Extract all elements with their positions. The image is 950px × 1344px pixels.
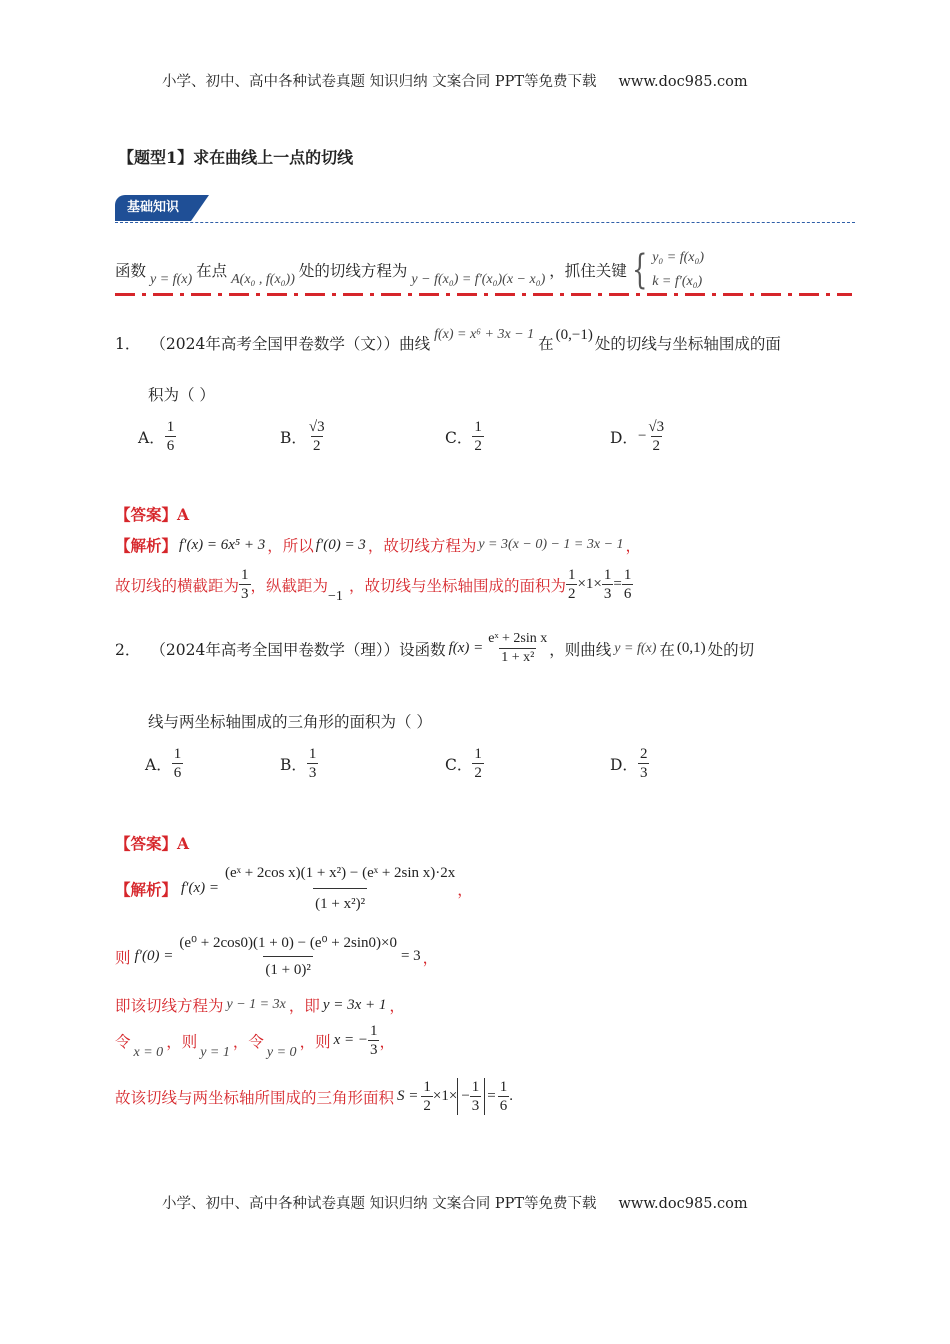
q2-solution-line5 <box>115 1078 513 1115</box>
q1-line1 <box>115 326 781 354</box>
q2-t-b: ，即 <box>288 997 320 1015</box>
q2-z-pre: 则 <box>115 948 131 967</box>
q2-solution-line4 <box>115 1022 395 1059</box>
frac-den: 6 <box>166 438 175 454</box>
frac-den: 2 <box>652 438 661 454</box>
q2-a-s: S = <box>397 1088 419 1104</box>
q2-f-lhs: f(x) = <box>448 640 484 656</box>
q1-area-eq: = <box>613 576 622 592</box>
q2-z-tail: ， <box>422 948 439 967</box>
frac-num: 1 <box>603 567 612 583</box>
q2-l-f2: y = 1 <box>200 1044 230 1060</box>
k-text3: 处的切线方程为 <box>298 262 408 280</box>
q2-z-num: (e⁰ + 2cos0)(1 + 0) − (e⁰ + 2sin0)×0 <box>179 935 397 951</box>
q2-l-f3: y = 0 <box>266 1044 297 1060</box>
q2-text4: 处的切 <box>707 640 755 659</box>
q2-l-b: ，则 <box>166 1032 198 1051</box>
k-key2: k = f′(x₀) <box>652 274 703 289</box>
k-text2: 在点 <box>196 262 228 280</box>
q1-options <box>138 418 666 455</box>
q1-option-d[interactable] <box>610 418 666 455</box>
option-label: B． <box>280 428 307 447</box>
q2-f2: y = f(x) <box>614 640 657 656</box>
q2-a-times: ×1× <box>432 1088 458 1104</box>
q1-answer: 【答案】A <box>115 505 190 524</box>
q1-r2a: 故切线的横截距为 <box>115 576 240 595</box>
frac-den: 2 <box>474 438 482 454</box>
q2-a-text: 故该切线与两坐标轴所围成的三角形面积 <box>115 1088 395 1107</box>
frac-den: 3 <box>603 586 612 602</box>
q2-d-num: (eˣ + 2cos x)(1 + x²) − (eˣ + 2sin x)·2x <box>224 865 456 881</box>
q2-a-end: . <box>509 1088 513 1104</box>
option-label: A． <box>138 428 165 447</box>
page-header <box>162 70 748 91</box>
q2-t-c: ， <box>389 997 405 1015</box>
frac-den: 6 <box>623 586 632 602</box>
q2-solution-line3 <box>115 994 405 1016</box>
q2-l-e: ， <box>379 1032 395 1051</box>
frac-num: 2 <box>639 746 648 762</box>
q2-a-sign: − <box>461 1088 470 1104</box>
k-formula1: y = f(x) <box>150 272 193 287</box>
q1-number: 1． <box>115 335 141 353</box>
frac-num: 1 <box>166 419 175 435</box>
frac-den: 2 <box>313 438 321 454</box>
q2-a-eq: = <box>487 1088 496 1104</box>
q2-text2: ，则曲线 <box>549 640 612 659</box>
frac-num: √3 <box>648 419 665 435</box>
knowledge-row <box>115 246 704 294</box>
q2-line1 <box>115 630 754 667</box>
q1-point: (0,−1) <box>555 326 593 343</box>
q2-solution-label: 【解析】 <box>115 879 178 899</box>
option-label: B． <box>280 755 307 774</box>
q1-solution-line1 <box>115 534 641 556</box>
option-label: C． <box>445 755 473 774</box>
q2-l-f1: x = 0 <box>133 1044 164 1060</box>
frac-den: 3 <box>639 765 648 781</box>
q2-line2: 线与两坐标轴围成的三角形的面积为（ ） <box>148 713 432 731</box>
footer-url[interactable]: www.doc985.com <box>618 1196 748 1212</box>
q2-text1: （2024年高考全国甲卷数学（理））设函数 <box>150 640 446 659</box>
k-key1: y₀ = f(x₀) <box>652 250 705 265</box>
frac-num: 1 <box>499 1079 508 1095</box>
q1-option-a[interactable] <box>138 418 280 455</box>
q1-text3: 处的切线与坐标轴围成的面 <box>594 335 781 353</box>
q1-intercept: −1 <box>328 588 343 604</box>
header-text: 小学、初中、高中各种试卷真题 知识归纳 文案合同 PPT等免费下载 <box>162 74 597 90</box>
q2-l-a: 令 <box>115 1032 131 1051</box>
badge-tail <box>191 195 209 221</box>
q2-d-den: (1 + x²)² <box>313 888 367 919</box>
q2-l-c: ，令 <box>232 1032 264 1051</box>
frac-den: 6 <box>499 1098 508 1114</box>
q2-options <box>145 745 649 782</box>
q2-l-f4: x = − <box>333 1032 368 1048</box>
q1-r2b: ，纵截距为 <box>250 576 329 595</box>
q2-d-tail: ， <box>457 880 473 899</box>
q1-solution-line2 <box>115 566 633 603</box>
option-label: A． <box>145 755 172 774</box>
q1-s2: ，所以 <box>267 537 314 555</box>
option-label: C． <box>445 428 473 447</box>
q2-f-den: 1 + x² <box>501 650 535 665</box>
frac-den: 3 <box>471 1098 480 1114</box>
k-key-brace <box>627 246 704 294</box>
q2-answer: 【答案】A <box>115 834 190 853</box>
q2-option-d[interactable] <box>610 745 649 782</box>
frac-num: 1 <box>474 419 482 435</box>
q1-solution-label: 【解析】 <box>115 536 178 555</box>
header-url[interactable]: www.doc985.com <box>618 74 748 90</box>
frac-num: 1 <box>308 746 317 762</box>
frac-den: 3 <box>369 1042 378 1058</box>
k-formula2: A(x₀ , f(x₀)) <box>231 272 295 287</box>
q1-option-c[interactable] <box>445 418 610 455</box>
knowledge-divider <box>115 222 855 223</box>
q1-s4: ，故切线方程为 <box>367 537 477 555</box>
q2-z-den: (1 + 0)² <box>263 956 312 983</box>
k-formula3: y − f(x₀) = f′(x₀)(x − x₀) <box>411 272 546 287</box>
q1-text1: （2024年高考全国甲卷数学（文））曲线 <box>150 335 431 353</box>
q1-line2: 积为（ ） <box>148 386 215 404</box>
red-divider <box>115 293 852 296</box>
frac-num: 1 <box>423 1079 431 1095</box>
q1-text2: 在 <box>538 335 554 353</box>
q1-r2c: ，故切线与坐标轴围成的面积为 <box>348 576 566 595</box>
q1-option-b[interactable] <box>280 418 445 455</box>
knowledge-badge <box>115 195 209 221</box>
badge-label: 基础知识 <box>115 195 191 221</box>
frac-num: 1 <box>623 567 632 583</box>
q2-number: 2． <box>115 640 141 659</box>
q2-t-f1: y − 1 = 3x <box>226 997 286 1012</box>
frac-num: √3 <box>308 419 325 435</box>
q1-tangent-eq: y = 3(x − 0) − 1 = 3x − 1 <box>478 537 624 552</box>
frac-den: 2 <box>567 586 576 602</box>
q2-f-num: eˣ + 2sin x <box>488 631 548 646</box>
k-text4: ，抓住关键 <box>549 262 627 280</box>
q2-abs-value <box>457 1078 485 1115</box>
q2-option-b[interactable] <box>280 745 445 782</box>
q1-function: f(x) = x⁶ + 3x − 1 <box>434 327 535 342</box>
q2-z-rhs: = 3 <box>400 948 421 964</box>
q2-z-lhs: f′(0) = <box>134 948 174 964</box>
frac-num: 1 <box>369 1023 378 1039</box>
q1-s6: ， <box>625 537 642 555</box>
q2-t-a: 即该切线方程为 <box>115 997 224 1015</box>
q2-point: (0,1) <box>676 640 706 656</box>
option-label: D． <box>610 755 638 774</box>
q1-derivative-at-0: f′(0) = 3 <box>315 536 366 553</box>
q2-solution-line2 <box>115 930 438 983</box>
q2-option-c[interactable] <box>445 745 610 782</box>
brace-icon: { <box>631 247 648 293</box>
frac-den: 2 <box>423 1098 431 1114</box>
q2-t-f2: y = 3x + 1 <box>322 996 387 1013</box>
footer-text: 小学、初中、高中各种试卷真题 知识归纳 文案合同 PPT等免费下载 <box>162 1196 597 1212</box>
frac-num: 1 <box>241 567 249 583</box>
q2-solution-line1 <box>115 858 473 919</box>
q2-option-a[interactable] <box>145 745 280 782</box>
q2-d-lhs: f′(x) = <box>181 880 219 896</box>
page-footer <box>162 1192 748 1213</box>
k-text1: 函数 <box>115 262 147 280</box>
frac-den: 6 <box>173 765 182 781</box>
frac-den: 2 <box>474 765 482 781</box>
frac-num: 1 <box>173 746 182 762</box>
q1-area-times: ×1× <box>577 576 602 592</box>
option-sign: − <box>637 428 647 444</box>
q1-derivative: f′(x) = 6x⁵ + 3 <box>179 536 266 553</box>
frac-den: 3 <box>308 765 317 781</box>
section-title: 【题型1】求在曲线上一点的切线 <box>118 148 354 167</box>
q2-l-d: ，则 <box>299 1032 331 1051</box>
q2-text3: 在 <box>659 640 675 659</box>
frac-num: 1 <box>567 567 576 583</box>
frac-den: 3 <box>241 586 249 602</box>
option-label: D． <box>610 428 638 447</box>
frac-num: 1 <box>474 746 482 762</box>
frac-num: 1 <box>471 1079 480 1095</box>
